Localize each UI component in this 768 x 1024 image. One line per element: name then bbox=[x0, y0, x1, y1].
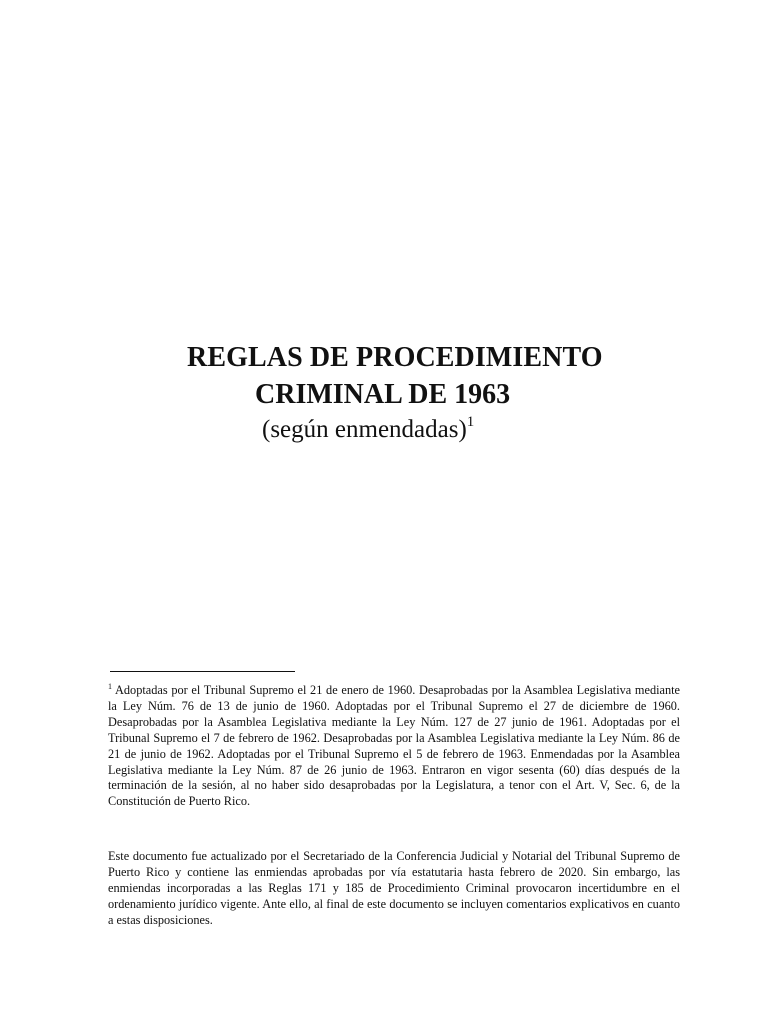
subtitle-text: (según enmendadas) bbox=[262, 416, 467, 443]
footnote-1-text: Adoptadas por el Tribunal Supremo el 21 de enero de 1960. Desaprobadas por la Asamblea Legislativa mediante la Ley Núm. 76 de 13 de junio de 1960. Adoptadas por el Tribunal Supremo el 27 de diciembre de 1960. Desaprobadas por la Asamblea Legislativa mediante la Ley Núm. 127 de 27 junio de 1961. Adoptadas por el Tribunal Supremo el 7 de febrero de 1962. Desaprobadas por la Asamblea Legislativa mediante la Ley Núm. 86 de 21 de junio de 1962. Adoptadas por el Tribunal Supremo el 5 de febrero de 1963. Enmendadas por la Asamblea Legislativa mediante la Ley Núm. 87 de 26 junio de 1963. Entraron en vigor sesenta (60) días después de la terminación de la sesión, al no haber sido desaprobadas por la Legislatura, a tenor con el Art. V, Sec. 6, de la Constitución de Puerto Rico. bbox=[108, 683, 680, 809]
document-subtitle bbox=[262, 413, 475, 444]
footnote-marker-1: 1 bbox=[108, 681, 112, 691]
footnote-update-note-text: Este documento fue actualizado por el Secretariado de la Conferencia Judicial y Notarial del Tribunal Supremo de Puerto Rico y contiene las enmiendas aprobadas por vía estatutaria hasta febrero de 2020. Sin embargo, las enmiendas incorporadas a las Reglas 171 y 185 de Procedimiento Criminal provocaron incertidumbre en el ordenamiento jurídico vigente. Ante ello, al final de este documento se incluyen comentarios explicativos en cuanto a estas disposiciones. bbox=[108, 849, 680, 927]
footnote-1 bbox=[108, 683, 680, 810]
document-title-line-1: REGLAS DE PROCEDIMIENTO bbox=[187, 342, 603, 373]
document-title-line-2: CRIMINAL DE 1963 bbox=[255, 379, 511, 410]
footnote-reference-1[interactable]: 1 bbox=[466, 413, 475, 430]
footnote-update-note bbox=[108, 849, 680, 929]
footnote-separator bbox=[110, 671, 295, 672]
